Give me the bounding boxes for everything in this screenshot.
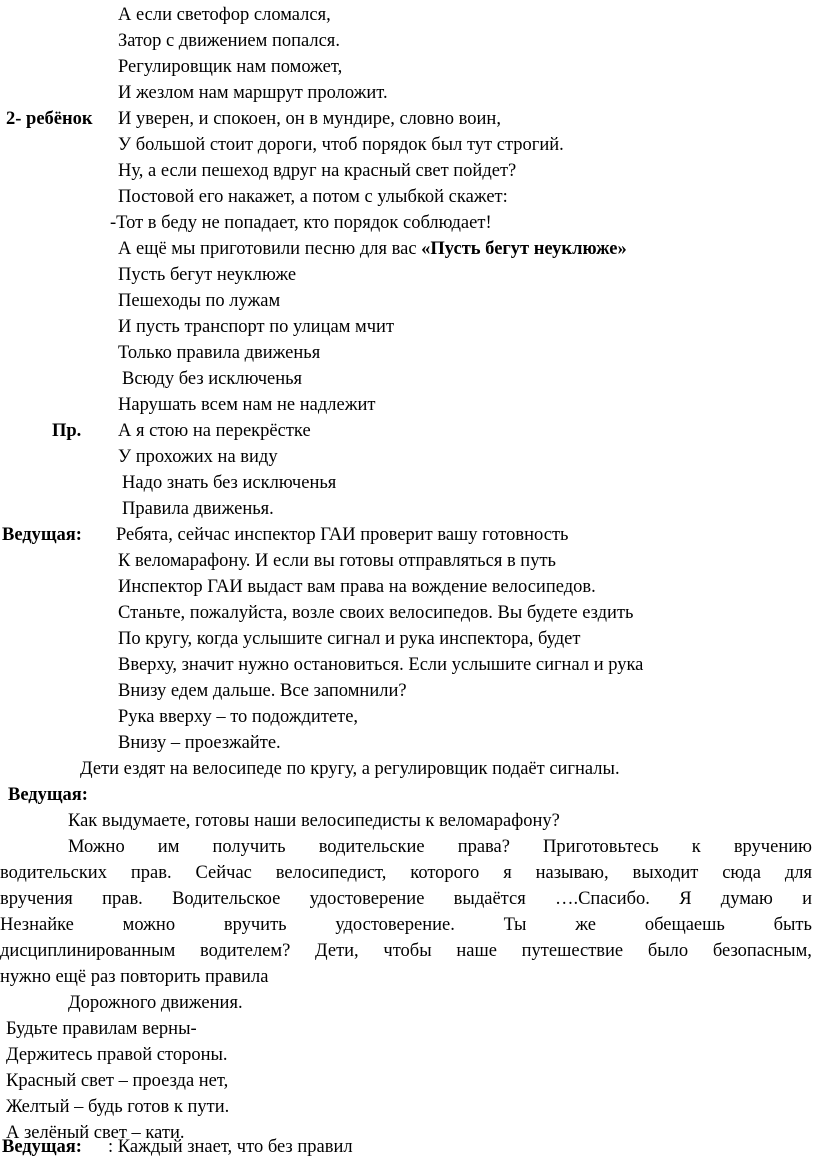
word: дисциплинированным	[0, 941, 176, 961]
text-line: Регулировщик нам поможет,	[118, 57, 343, 77]
text-line: И уверен, и спокоен, он в мундире, словно воин,	[118, 109, 501, 129]
word: права?	[457, 837, 510, 857]
text-fragment: А ещё мы приготовили песню для вас	[118, 239, 417, 259]
word: получить	[212, 837, 286, 857]
word: вручить	[223, 915, 287, 935]
word: удостоверение	[309, 889, 425, 909]
word: водительских	[0, 863, 107, 883]
word: удостоверение.	[335, 915, 455, 935]
justified-line	[0, 886, 812, 912]
text-line: Как выдумаете, готовы наши велосипедисты к веломарафону?	[68, 811, 560, 831]
word: быть	[773, 915, 812, 935]
word: чтобы	[383, 941, 432, 961]
word: им	[157, 837, 180, 857]
text-line: По кругу, когда услышите сигнал и рука инспектора, будет	[118, 629, 581, 649]
justified-line	[68, 834, 812, 860]
word: прав.	[102, 889, 143, 909]
rule-line: Держитесь правой стороны.	[6, 1045, 228, 1065]
word: Приготовьтесь	[543, 837, 659, 857]
word: путешествие	[521, 941, 624, 961]
word: водителем?	[200, 941, 291, 961]
rule-line: А зелёный свет – кати.	[6, 1123, 185, 1143]
word: велосипедист,	[275, 863, 387, 883]
word: безопасным,	[712, 941, 812, 961]
speaker-label: Ведущая:	[8, 785, 88, 805]
justified-line	[0, 938, 812, 964]
song-title: «Пусть бегут неуклюже»	[421, 239, 627, 259]
rule-line: Красный свет – проезда нет,	[6, 1071, 229, 1091]
rule-line: Будьте правилам верны-	[6, 1019, 197, 1039]
stage-direction: Дети ездят на велосипеде по кругу, а регулировщик подаёт сигналы.	[80, 759, 620, 779]
text-line: Пусть бегут неуклюже	[118, 265, 297, 285]
word: водительские	[318, 837, 425, 857]
word: вручению	[733, 837, 812, 857]
word: для	[784, 863, 812, 883]
text-line: Станьте, пожалуйста, возле своих велосипедов. Вы будете ездить	[118, 603, 634, 623]
word: обещаешь	[644, 915, 725, 935]
rule-line: Желтый – будь готов к пути.	[6, 1097, 230, 1117]
justified-line	[0, 860, 812, 886]
text-line: А я стою на перекрёстке	[118, 421, 311, 441]
text-line: -Тот в беду не попадает, кто порядок соблюдает!	[110, 213, 492, 233]
text-line: Внизу едем дальше. Все запомнили?	[118, 681, 407, 701]
text-line: И жезлом нам маршрут проложит.	[118, 83, 388, 103]
word: же	[575, 915, 597, 935]
word: можно	[122, 915, 176, 935]
text-line: Затор с движением попался.	[118, 31, 340, 51]
word: вручения	[0, 889, 73, 909]
word: Можно	[68, 837, 125, 857]
speaker-label: 2- ребёнок	[6, 109, 93, 129]
text-line: У большой стоит дороги, чтоб порядок был тут строгий.	[118, 135, 564, 155]
text-line: Надо знать без исключенья	[122, 473, 337, 493]
word: называю,	[535, 863, 609, 883]
text-line: нужно ещё раз повторить правила	[0, 967, 269, 987]
text-line: Дорожного движения.	[68, 993, 243, 1013]
word: я	[503, 863, 512, 883]
text-line: Пешеходы по лужам	[118, 291, 281, 311]
text-line: Вверху, значит нужно остановиться. Если услышите сигнал и рука	[118, 655, 644, 675]
text-line: Внизу – проезжайте.	[118, 733, 281, 753]
word: Водительское	[172, 889, 281, 909]
word: прав.	[130, 863, 172, 883]
text-line: Ну, а если пешеход вдруг на красный свет пойдет?	[118, 161, 517, 181]
text-line: И пусть транспорт по улицам мчит	[118, 317, 395, 337]
text-line: Нарушать всем нам не надлежит	[118, 395, 376, 415]
text-line: Рука вверху – то подождитете,	[118, 707, 359, 727]
word: ….Спасибо.	[554, 889, 650, 909]
justified-line	[0, 912, 812, 938]
text-line: Только правила движенья	[118, 343, 321, 363]
word: и	[802, 889, 812, 909]
text-line: Инспектор ГАИ выдаст вам права на вождение велосипедов.	[118, 577, 596, 597]
text-line: А если светофор сломался,	[118, 5, 331, 25]
word: Ты	[503, 915, 527, 935]
word: Я	[679, 889, 692, 909]
word: наше	[456, 941, 497, 961]
word: думаю	[720, 889, 773, 909]
text-line: У прохожих на виду	[118, 447, 278, 467]
text-line	[118, 236, 627, 262]
word: выходит	[632, 863, 699, 883]
word: к	[691, 837, 701, 857]
word: которого	[410, 863, 480, 883]
text-line: Всюду без исключенья	[122, 369, 303, 389]
word: Незнайке	[0, 915, 74, 935]
text-line: Постовой его накажет, а потом с улыбкой скажет:	[118, 187, 508, 207]
word: Дети,	[315, 941, 359, 961]
text-line: Ребята, сейчас инспектор ГАИ проверит вашу готовность	[116, 525, 569, 545]
word: было	[647, 941, 689, 961]
speaker-label: Ведущая:	[2, 525, 82, 545]
word: Сейчас	[195, 863, 252, 883]
text-line: : Каждый знает, что без правил	[108, 1137, 353, 1157]
text-line: Правила движенья.	[122, 499, 274, 519]
word: выдаётся	[453, 889, 526, 909]
word: сюда	[722, 863, 761, 883]
speaker-label: Пр.	[52, 421, 82, 441]
speaker-label: Ведущая:	[2, 1137, 82, 1157]
text-line: К веломарафону. И если вы готовы отправляться в путь	[118, 551, 556, 571]
